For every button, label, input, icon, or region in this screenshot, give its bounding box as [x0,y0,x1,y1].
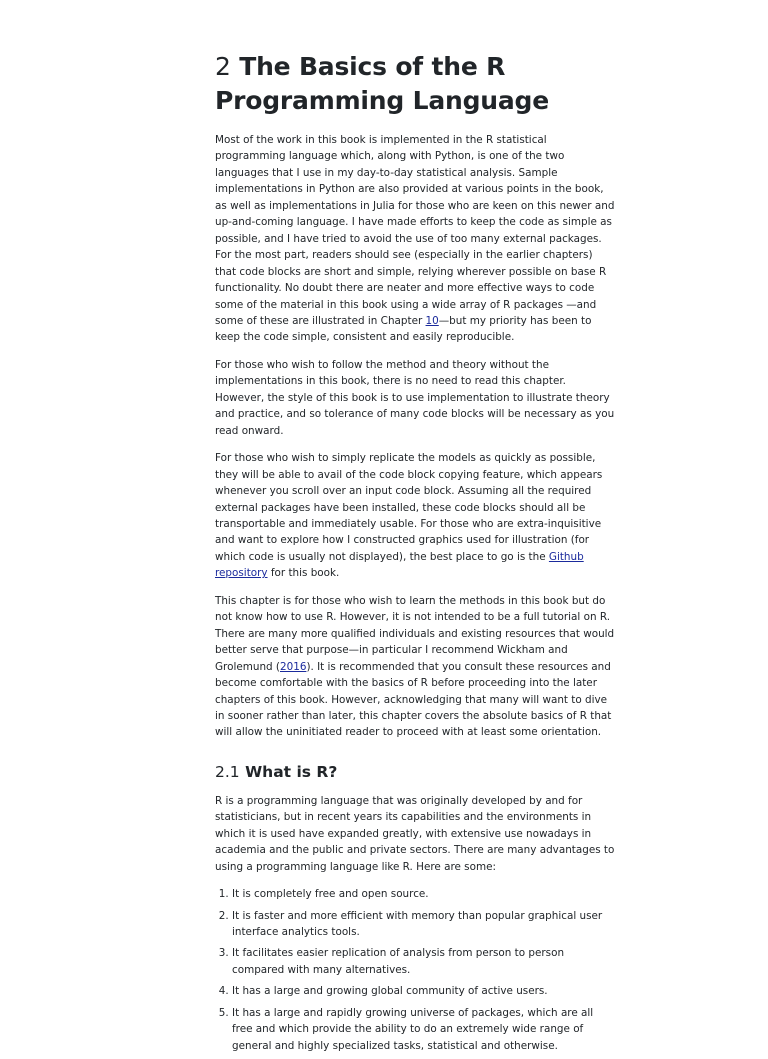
github-repository-link[interactable]: Github repository [215,550,584,580]
chapter-title-line2: Programming Language [215,86,550,115]
paragraph-replicate-text-end: for this book. [267,567,340,580]
paragraph-replicate-text: For those who wish to simply replicate the models as quickly as possible, they will be able to avail of the code block copying feature, which appears whenever you scroll over an input code block. Assuming all the required external packages have been installed, these code blocks should all be transportable and immediately usable. For those who are extra-inquisitive and want to explore how I constructed graphics used for illustration (for which code is usually not displayed), the best place to go is the [215,452,603,563]
paragraph-what-is-r [215,793,615,875]
paragraph-audience-text-end: ). It is recommended that you consult these resources and become comfortable with the basics of R before proceeding into the later chapters of this book. However, acknowledging that many will want to dive in sooner rather than later, this chapter covers the absolute basics of R that will allow the uninitiated reader to proceed with at least some orientation. [215,660,612,739]
paragraph-audience-text: This chapter is for those who wish to learn the methods in this book but do not know how to use R. However, it is not intended to be a full tutorial on R. There are many more qualified individuals and existing resources that would better serve that purpose—in particular I recommend Wickham and Grolemund ( [215,594,615,673]
advantages-list [215,886,615,1054]
chapter-title-line1: The Basics of the R [239,52,506,81]
paragraph-intro-text: Most of the work in this book is implemented in the R statistical programming language which, along with Python, is one of the two languages that I use in my day-to-day statistical analysis. Sample implementations in Python are also provided at various points in the book, as well as implementations in Julia for those who are keen on this newer and up-and-coming language. I have made efforts to keep the code as simple as possible, and I have tried to avoid the use of too many external packages. For the most part, readers should see (especially in the earlier chapters) that code blocks are short and simple, relying wherever possible on base R functionality. No doubt there are neater and more effective ways to code some of the material in this book using a wide array of R packages —and some of these are illustrated in Chapter [215,134,615,327]
section-number: 2.1 [215,762,240,781]
section-title-text: What is R? [245,762,338,781]
paragraph-intro [215,132,615,346]
list-item: 4. It has a large and growing global community of active users. [232,983,615,999]
citation-2016-link[interactable]: 2016 [279,660,307,673]
chapter-10-link[interactable]: 10 [425,314,439,327]
paragraph-what-is-r-text: R is a programming language that was originally developed by and for statisticians, but in recent years its capabilities and the environments in which it is used have expanded greatly, with extensive use nowadays in academia and the public and private sectors. There are many advantages to using a programming language like R. Here are some: [215,794,615,873]
paragraph-replicate [215,450,615,582]
list-item: 5. It has a large and rapidly growing universe of packages, which are all free and which provide the ability to do an extremely wide range of general and highly specialized tasks, statistical and otherwise. [232,1005,615,1054]
paragraph-method-theory [215,357,615,439]
paragraph-intro-text-end: —but my priority has been to keep the code simple, consistent and easily reproducible. [215,314,592,344]
chapter-title [215,50,615,118]
paragraph-method-theory-text: For those who wish to follow the method and theory without the implementations in this book, there is no need to read this chapter. However, the style of this book is to use implementation to illustrate theory and practice, and so tolerance of many code blocks will be necessary as you read onward. [215,358,615,437]
main-content [215,50,615,1059]
list-item: 2. It is faster and more efficient with memory than popular graphical user interface analytics tools. [232,908,615,941]
list-item: 1. It is completely free and open source. [232,886,615,902]
section-title [215,761,615,783]
paragraph-audience [215,593,615,741]
list-item: 3. It facilitates easier replication of analysis from person to person compared with many alternatives. [232,945,615,978]
chapter-number: 2 [215,52,231,81]
